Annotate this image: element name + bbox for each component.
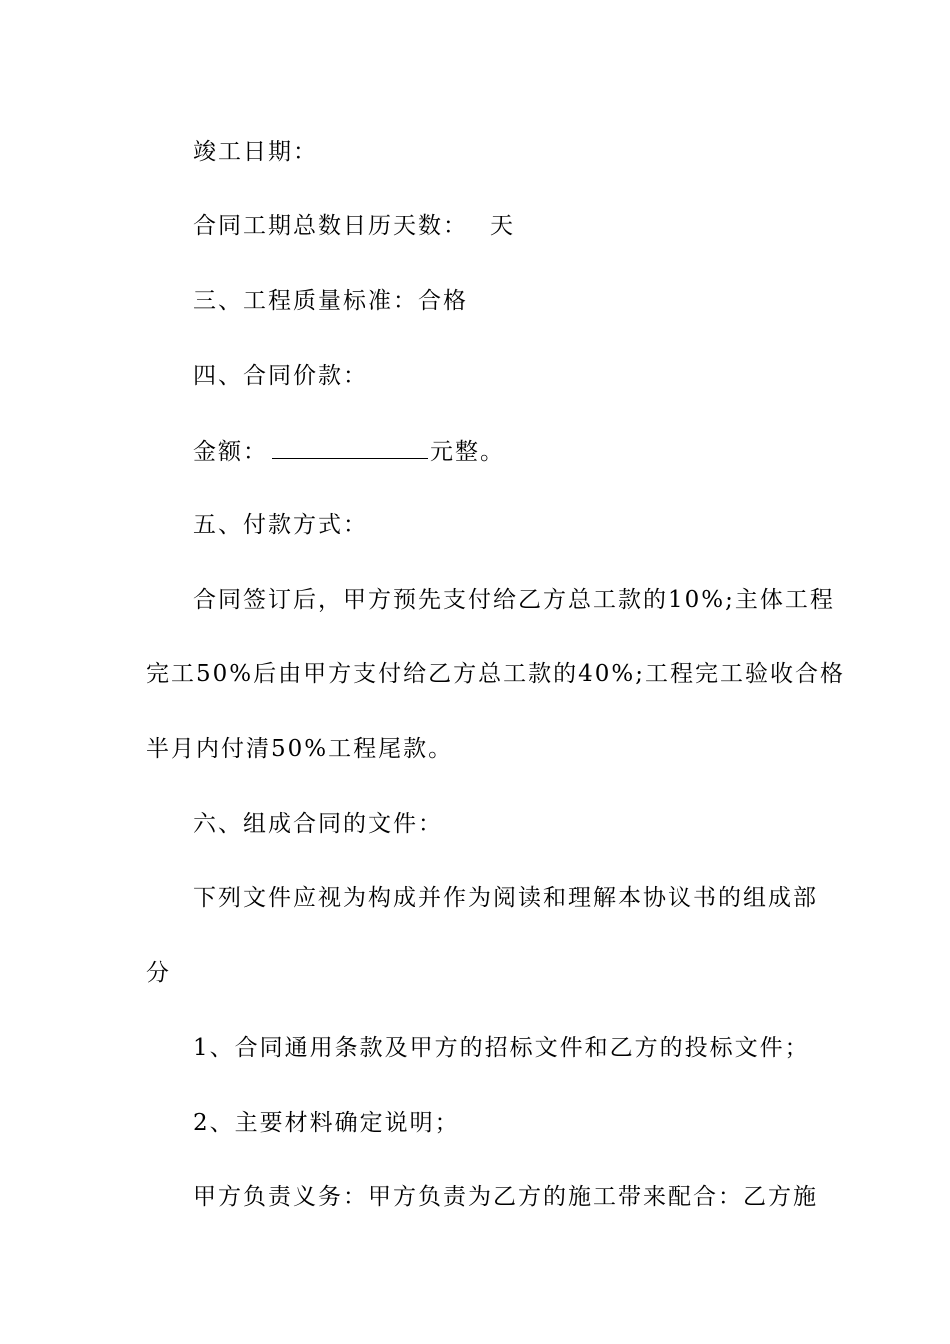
party-a-obligations-text: 甲方负责义务：甲方负责为乙方的施工带来配合：乙方施	[193, 1184, 818, 1210]
quality-standard-line	[193, 286, 468, 316]
payment-method-heading	[193, 510, 368, 540]
amount-line	[193, 436, 505, 467]
amount-suffix: 元整。	[430, 439, 505, 465]
contract-duration-line	[193, 211, 515, 241]
contract-price-heading	[193, 361, 368, 391]
payment-text-2: 完工50%后由甲方支付给乙方总工款的40%;工程完工验收合格	[146, 661, 845, 687]
contract-documents-heading	[193, 809, 443, 839]
document-item-2	[193, 1108, 460, 1138]
contract-documents-text: 六、组成合同的文件：	[193, 811, 443, 837]
party-a-obligations-line	[193, 1182, 818, 1212]
contract-duration-label: 合同工期总数日历天数：	[193, 213, 468, 239]
payment-paragraph-line-1	[193, 585, 835, 615]
payment-paragraph-line-3	[146, 734, 453, 764]
amount-label: 金额：	[193, 439, 268, 465]
documents-text-2: 分	[146, 960, 171, 986]
document-item-1-text: 1、合同通用条款及甲方的招标文件和乙方的投标文件；	[193, 1035, 810, 1061]
payment-text-1: 合同签订后，甲方预先支付给乙方总工款的10%;主体工程	[193, 587, 835, 613]
payment-text-3: 半月内付清50%工程尾款。	[146, 736, 454, 762]
documents-paragraph-line-2	[146, 958, 171, 988]
contract-duration-unit: 天	[490, 213, 515, 239]
document-item-2-text: 2、主要材料确定说明；	[193, 1110, 460, 1136]
contract-price-text: 四、合同价款：	[193, 363, 368, 389]
quality-standard-text: 三、工程质量标准：合格	[193, 288, 468, 314]
completion-date-line	[193, 137, 318, 167]
documents-text-1: 下列文件应视为构成并作为阅读和理解本协议书的组成部	[193, 885, 818, 911]
completion-date-label: 竣工日期：	[193, 139, 318, 165]
document-item-1	[193, 1033, 810, 1063]
payment-method-text: 五、付款方式：	[193, 512, 368, 538]
payment-paragraph-line-2	[146, 659, 845, 689]
documents-paragraph-line-1	[193, 883, 818, 913]
amount-blank	[272, 436, 428, 459]
